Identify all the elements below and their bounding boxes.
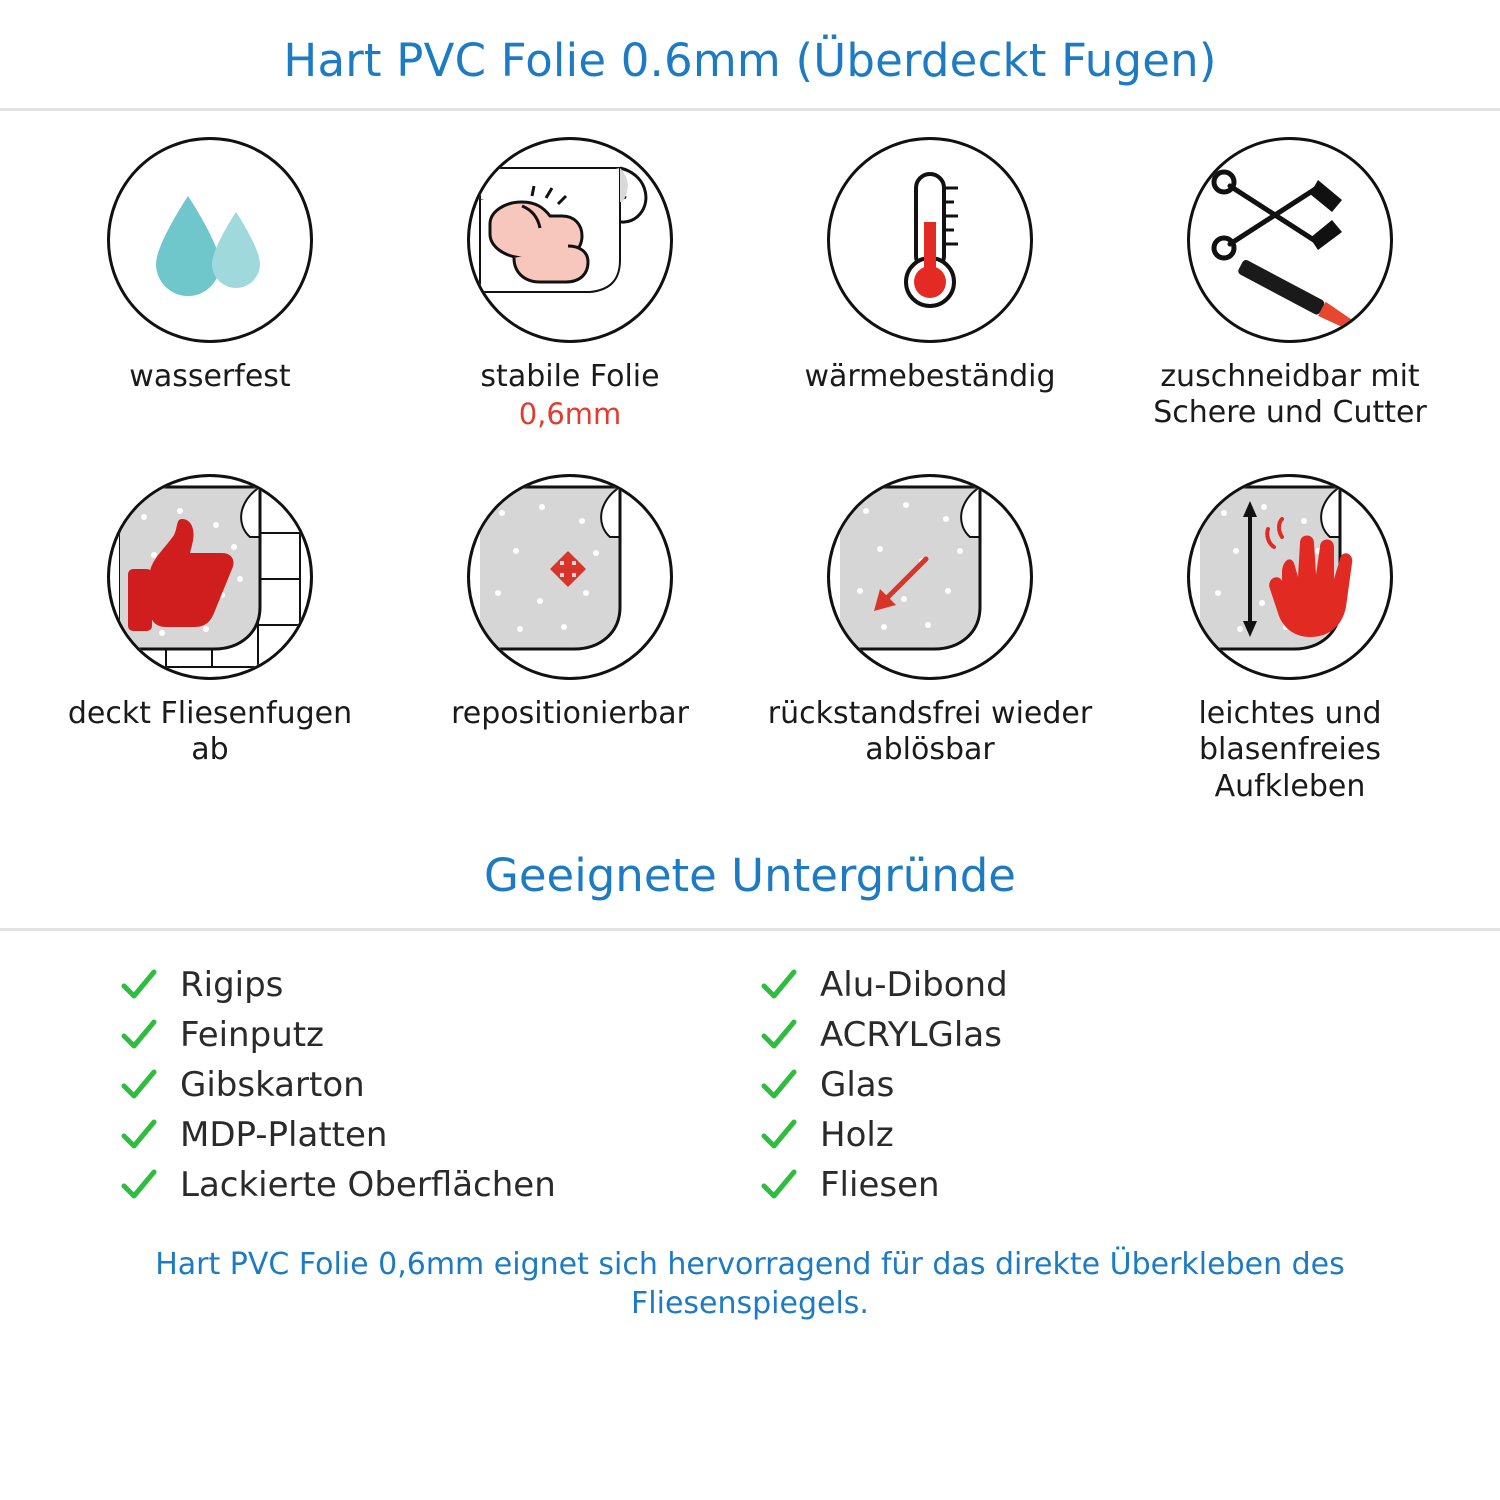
check-icon <box>760 1066 798 1104</box>
list-item <box>120 1015 740 1055</box>
list-item <box>760 1065 1380 1105</box>
feature-wasserfest <box>30 137 390 432</box>
list-item <box>120 1165 740 1205</box>
list-item <box>120 1115 740 1155</box>
scissors-cutter-icon <box>1187 137 1393 343</box>
water-drops-icon <box>107 137 313 343</box>
features-grid-row-2 <box>0 448 1500 806</box>
list-item <box>760 1015 1380 1055</box>
list-item-label: Lackierte Oberflächen <box>180 1165 556 1206</box>
check-icon <box>120 1066 158 1104</box>
check-icon <box>120 966 158 1004</box>
feature-label: zuschneidbar mit Schere und Cutter <box>1153 358 1427 431</box>
list-item-label: Holz <box>820 1115 894 1156</box>
check-icon <box>760 1166 798 1204</box>
features-grid-row-1 <box>0 111 1500 432</box>
thumbs-up-tile-grid-icon <box>107 474 313 680</box>
page-title: Hart PVC Folie 0.6mm (Überdeckt Fugen) <box>283 34 1217 87</box>
surfaces-column-left <box>120 965 740 1205</box>
list-item-label: Rigips <box>180 965 284 1006</box>
check-icon <box>760 966 798 1004</box>
feature-waermebestaendig <box>750 137 1110 432</box>
list-item-label: Fliesen <box>820 1165 940 1206</box>
thermometer-icon <box>827 137 1033 343</box>
feature-label: repositionierbar <box>451 695 689 731</box>
peel-off-arrow-icon <box>827 474 1033 680</box>
feature-rueckstandsfrei <box>750 474 1110 806</box>
hand-smoothing-icon <box>1187 474 1393 680</box>
subheading-title: Geeignete Untergründe <box>483 849 1016 903</box>
list-item-label: Gibskarton <box>180 1065 365 1106</box>
header <box>0 0 1500 108</box>
feature-label: stabile Folie <box>480 358 660 394</box>
feature-label: leichtes und blasenfreies Aufkleben <box>1198 695 1382 804</box>
feature-label: rückstandsfrei wieder ablösbar <box>767 695 1093 768</box>
surfaces-column-right <box>760 965 1380 1205</box>
list-item-label: Feinputz <box>180 1015 324 1056</box>
feature-deckt-fliesenfugen <box>30 474 390 806</box>
check-icon <box>760 1016 798 1054</box>
list-item-label: Alu-Dibond <box>820 965 1008 1006</box>
feature-blasenfreies-aufkleben <box>1110 474 1470 806</box>
list-item-label: Glas <box>820 1065 895 1106</box>
list-item-label: ACRYLGlas <box>820 1015 1002 1056</box>
list-item <box>120 1065 740 1105</box>
reposition-arrows-icon <box>467 474 673 680</box>
check-icon <box>120 1016 158 1054</box>
check-icon <box>120 1166 158 1204</box>
check-icon <box>760 1116 798 1154</box>
list-item <box>760 1115 1380 1155</box>
check-icon <box>120 1116 158 1154</box>
footer-note: Hart PVC Folie 0,6mm eignet sich hervorragend für das direkte Überkleben des Fliesenspiegels. <box>155 1247 1345 1322</box>
feature-sublabel: 0,6mm <box>518 397 622 432</box>
list-item-label: MDP-Platten <box>180 1115 388 1156</box>
list-item <box>120 965 740 1005</box>
feature-label: deckt Fliesenfugen ab <box>67 695 353 768</box>
surfaces-list <box>0 931 1500 1205</box>
flexing-arm-film-icon <box>467 137 673 343</box>
list-item <box>760 965 1380 1005</box>
feature-zuschneidbar <box>1110 137 1470 432</box>
feature-label: wasserfest <box>129 358 291 394</box>
subheading <box>0 849 1500 902</box>
list-item <box>760 1165 1380 1205</box>
feature-repositionierbar <box>390 474 750 806</box>
feature-stabile-folie <box>390 137 750 432</box>
feature-label: wärmebeständig <box>804 358 1056 394</box>
